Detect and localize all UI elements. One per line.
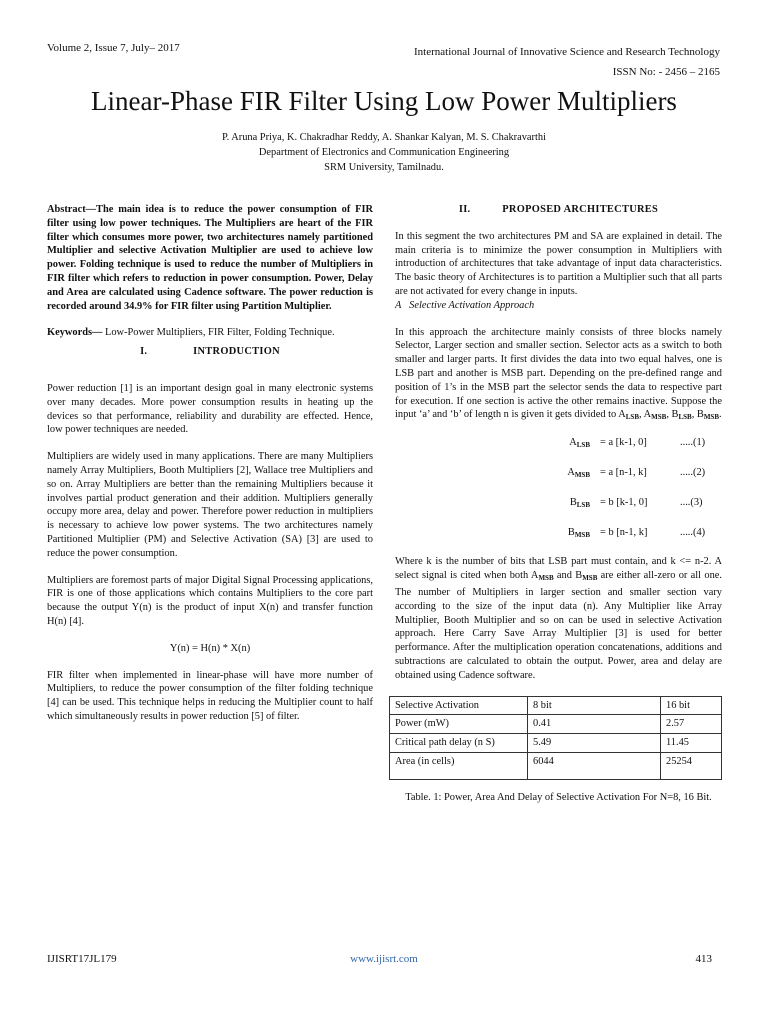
section-number: I. [140, 346, 148, 358]
table-row [390, 752, 722, 779]
journal-website-link[interactable]: www.ijisrt.com [350, 953, 418, 965]
abstract: Abstract—The main idea is to reduce the power consumption of FIR filter using low power techniques. The Multipliers are heart of the FIR filter which consumes more power, two architectures namely partitioned Multiplier and selective Activation Multiplier are used to achieve low power. Folding technique is used to reduce the number of Multipliers in FIR filter which refers to reduction in power consumption. Power, Delay and Area are calculated using Cadence software. The power reduction is recorded around 34.9% for FIR filter using Partition Multiplier. [47, 204, 373, 312]
results-table [389, 696, 722, 780]
section-title: INTRODUCTION [193, 346, 280, 358]
table-header-cell: Selective Activation [390, 696, 528, 715]
section-number: II. [458, 204, 471, 215]
table-cell: 6044 [528, 752, 661, 779]
output-equation: Y(n) = H(n) * X(n) [169, 642, 251, 654]
intro-paragraph-4: FIR filter when implemented in linear-phase will have more number of Multipliers, to reduce the power consumption of the filter folding technique [4] can be used. This technique helps in reducing the Multiplier count to half which simultaneously results in power reduction [5] of filter. [47, 669, 373, 722]
table-cell: 25254 [661, 752, 722, 779]
left-column [47, 203, 373, 724]
section-heading-proposed [395, 203, 722, 217]
selective-activation-paragraph-2: Where k is the number of bits that LSB part must contain, and k <= n-2. A select signal is cited when both $A_{MSB}$ and $B_{MSB}$ are either all-zero or all one. The number of Multipliers in larger section and smaller section vary according to the size of the input data (n). Any Multiplier like Array Multiplier, Booth Multiplier and so on can be used in selective Activation approach. Here Carry Save Array Multiplier [3] is used for better performance. After the multiplication operation concatenations, additions and subtractions are calculated to obtain the output. Power, area and delay are obtained using Cadence software. [395, 556, 722, 681]
table-cell: 11.45 [661, 734, 722, 753]
table-header-cell: 8 bit [528, 696, 661, 715]
volume-issue: Volume 2, Issue 7, July– 2017 [47, 42, 180, 54]
table-header-row [390, 696, 722, 715]
selective-activation-paragraph: In this approach the architecture mainly consists of three blocks namely Selector, Larger section and smaller section. Selector acts as a switch to both smaller and larger parts. It first divides the data into two equal halves, one is LSB part and another is MSB part. Depending on the pre-defined range and position of 1’s in the MSB part the selector sends the data to respective part for execution. If one section is active the other remains inactive. Suppose the input ‘a’ and ‘b’ of length n is given it gets divided to $A_{LSB}$, $A_{MSB}$, $B_{LSB}$, $B_{MSB}$. [395, 326, 722, 422]
intro-paragraph-1: Power reduction [1] is an important design goal in many electronic systems over many decades. More power consumption results in heating up the devices so that performance, reliability and durability are effected. Hence, low power techniques are needed. [47, 382, 373, 436]
table-row [390, 715, 722, 734]
split-equations [395, 436, 722, 542]
page-number: 413 [695, 953, 712, 965]
section-title: PROPOSED ARCHITECTURES [502, 204, 659, 215]
section-heading-introduction [47, 345, 373, 359]
equation-4: $B_{MSB}$ = b [n-1, k] .....(4) [567, 526, 706, 539]
keywords [47, 326, 373, 340]
equation-3: $B_{LSB}$ = b [k-1, 0] ....(3) [569, 496, 703, 509]
keywords-text: Low-Power Multipliers, FIR Filter, Folding Technique. [102, 327, 335, 339]
table-header-cell: 16 bit [661, 696, 722, 715]
paper-id: IJISRT17JL179 [47, 953, 117, 965]
equation-2: $A_{MSB}$ = a [n-1, k] .....(2) [567, 466, 706, 479]
table-cell: Power (mW) [390, 715, 528, 734]
author-block [0, 130, 768, 175]
university: SRM University, Tamilnadu. [324, 162, 444, 173]
right-column [395, 203, 722, 805]
table-caption: Table. 1: Power, Area And Delay of Selective Activation For N=8, 16 Bit. [405, 791, 712, 803]
journal-header [414, 42, 720, 82]
paper-title: Linear-Phase FIR Filter Using Low Power Multipliers [91, 86, 677, 116]
intro-paragraph-2: Multipliers are widely used in many applications. There are many Multipliers namely Array Multipliers, Booth Multipliers [2], Wallace tree Multipliers and so on. Array Multipliers are better than the remaining Multipliers because it involves partial product generation and their addition. Multipliers generally occupy more area, delay and power. Therefore power reduction in multipliers is necessary to achieve low power systems. The two architectures namely Partitioned Multiplier (PM) and Selective Activation (SA) [3] are used to reduce the power consumption. [47, 451, 373, 559]
architectures-paragraph: In this segment the two architectures PM and SA are explained in detail. The main criteria is to minimize the power consumption in Multipliers with introduction of architectures that take advantage of input data characteristics. The basic theory of Architectures is to partition a Multiplier such that all parts are not activated for every change in inputs. [395, 230, 722, 297]
intro-paragraph-3: Multipliers are foremost parts of major Digital Signal Processing applications, FIR is one of those applications which contains Multipliers to the core part because the output Y(n) is the product of input X(n) and transfer function H(n) [4]. [47, 574, 373, 627]
authors: P. Aruna Priya, K. Chakradhar Reddy, A. Shankar Kalyan, M. S. Chakravarthi [222, 132, 546, 143]
subsection-heading-selective-activation: A Selective Activation Approach [395, 299, 535, 311]
table-cell: Area (in cells) [390, 752, 528, 779]
issn: ISSN No: - 2456 – 2165 [612, 66, 720, 78]
keywords-label: Keywords— [47, 327, 103, 339]
equation-1: $A_{LSB}$ = a [k-1, 0] .....(1) [569, 437, 706, 450]
table-cell: 2.57 [661, 715, 722, 734]
table-cell: Critical path delay (n S) [390, 734, 528, 753]
department: Department of Electronics and Communication Engineering [258, 147, 510, 158]
table-cell: 0.41 [528, 715, 661, 734]
journal-name: International Journal of Innovative Science and Research Technology [413, 46, 720, 58]
table-row [390, 734, 722, 753]
table-cell: 5.49 [528, 734, 661, 753]
